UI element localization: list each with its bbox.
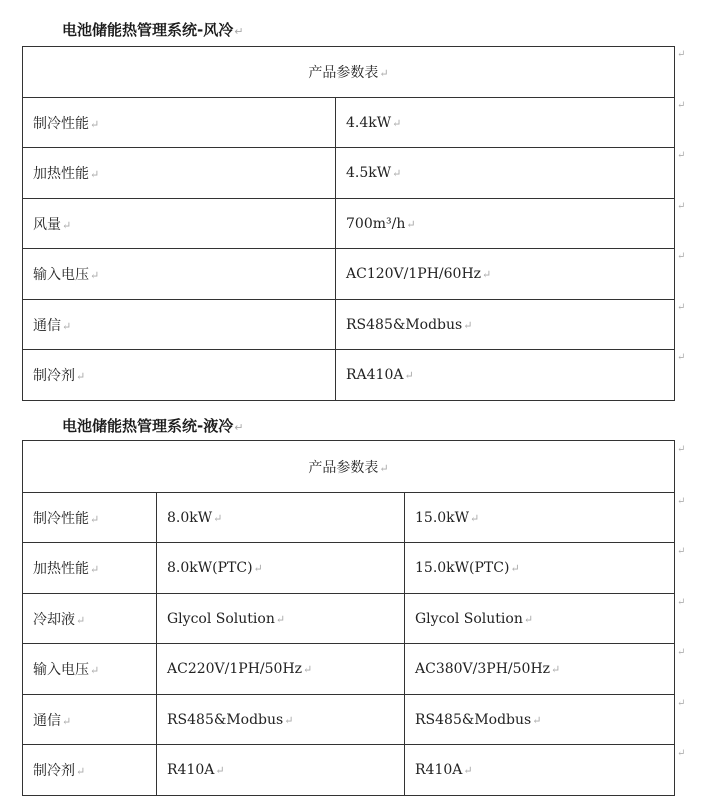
row-end-marks: [677, 0, 705, 800]
param-value-cell: Glycol Solution↵: [405, 594, 675, 644]
spec-table-liquid-cooled: [22, 440, 675, 796]
param-name-cell: 加热性能↵: [23, 543, 157, 594]
table-header-row: [23, 441, 675, 493]
param-value-cell: 15.0kW↵: [405, 493, 675, 543]
section-title-text: 电池储能热管理系统-液冷: [62, 417, 234, 435]
section-title-air-cooled: [62, 20, 243, 42]
param-value-cell: 15.0kW(PTC)↵: [405, 543, 675, 594]
section-title-liquid-cooled: [62, 416, 243, 438]
param-value-cell: 4.5kW↵: [336, 148, 675, 199]
table-title-cell: 产品参数表↵: [23, 441, 675, 493]
param-value-cell: RS485&Modbus↵: [157, 695, 405, 745]
param-value-cell: 8.0kW↵: [157, 493, 405, 543]
row-end-mark: ↵: [677, 150, 686, 161]
table-row: [23, 695, 675, 745]
param-value-cell: RA410A↵: [336, 350, 675, 401]
table-title-cell: 产品参数表↵: [23, 47, 675, 98]
row-end-mark: ↵: [677, 647, 686, 658]
param-value-cell: RS485&Modbus↵: [405, 695, 675, 745]
row-end-mark: ↵: [677, 100, 686, 111]
param-value-cell: 700m³/h↵: [336, 199, 675, 249]
param-value-cell: RS485&Modbus↵: [336, 300, 675, 350]
row-end-mark: ↵: [677, 352, 686, 363]
paragraph-mark: ↵: [234, 25, 244, 38]
table-row: [23, 493, 675, 543]
param-name-cell: 制冷性能↵: [23, 493, 157, 543]
row-end-mark: ↵: [677, 496, 686, 507]
row-end-mark: ↵: [677, 597, 686, 608]
table-row: [23, 98, 675, 148]
param-value-cell: 8.0kW(PTC)↵: [157, 543, 405, 594]
row-end-mark: ↵: [677, 251, 686, 262]
table-row: [23, 543, 675, 594]
row-end-mark: ↵: [677, 302, 686, 313]
table-row: [23, 148, 675, 199]
row-end-mark: ↵: [677, 49, 686, 60]
paragraph-mark: ↵: [234, 421, 244, 434]
table-row: [23, 350, 675, 401]
param-value-cell: Glycol Solution↵: [157, 594, 405, 644]
table-row: [23, 745, 675, 796]
param-name-cell: 制冷剂↵: [23, 350, 336, 401]
row-end-mark: ↵: [677, 444, 686, 455]
row-end-mark: ↵: [677, 546, 686, 557]
param-value-cell: AC120V/1PH/60Hz↵: [336, 249, 675, 300]
table-header-row: [23, 47, 675, 98]
param-name-cell: 制冷剂↵: [23, 745, 157, 796]
table-row: [23, 300, 675, 350]
table-row: [23, 249, 675, 300]
param-name-cell: 风量↵: [23, 199, 336, 249]
table-row: [23, 199, 675, 249]
param-name-cell: 制冷性能↵: [23, 98, 336, 148]
row-end-mark: ↵: [677, 748, 686, 759]
table-row: [23, 644, 675, 695]
param-name-cell: 加热性能↵: [23, 148, 336, 199]
param-name-cell: 输入电压↵: [23, 644, 157, 695]
param-name-cell: 通信↵: [23, 695, 157, 745]
section-title-text: 电池储能热管理系统-风冷: [62, 21, 234, 39]
param-name-cell: 冷却液↵: [23, 594, 157, 644]
table-row: [23, 594, 675, 644]
spec-table-air-cooled: [22, 46, 675, 401]
row-end-mark: ↵: [677, 201, 686, 212]
param-name-cell: 输入电压↵: [23, 249, 336, 300]
row-end-mark: ↵: [677, 698, 686, 709]
param-value-cell: R410A↵: [405, 745, 675, 796]
param-value-cell: 4.4kW↵: [336, 98, 675, 148]
param-value-cell: AC380V/3PH/50Hz↵: [405, 644, 675, 695]
param-value-cell: R410A↵: [157, 745, 405, 796]
param-name-cell: 通信↵: [23, 300, 336, 350]
param-value-cell: AC220V/1PH/50Hz↵: [157, 644, 405, 695]
